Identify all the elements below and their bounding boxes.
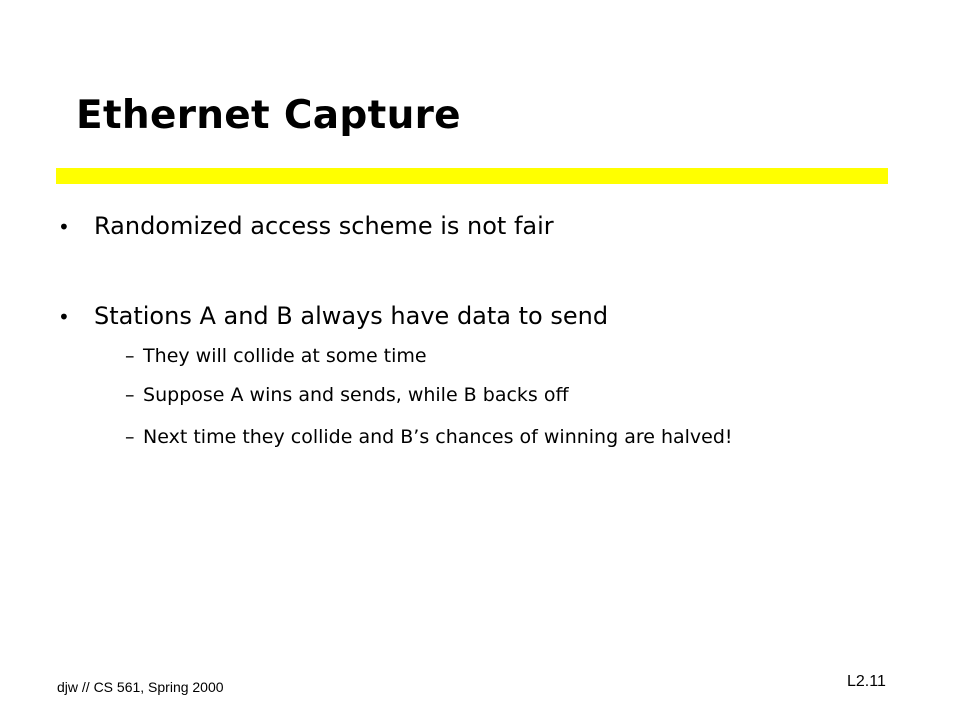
bullet-item <box>58 209 554 244</box>
slide-title: Ethernet Capture <box>76 93 461 138</box>
sub-bullet-marker: – <box>125 384 135 406</box>
bullet-text: Stations A and B always have data to send <box>94 302 609 330</box>
bullet-item <box>58 299 608 334</box>
bullet-marker: • <box>58 305 70 329</box>
sub-bullet-item <box>125 423 733 451</box>
sub-bullet-marker: – <box>125 426 135 448</box>
sub-bullet-text: They will collide at some time <box>143 345 427 367</box>
sub-bullet-item <box>125 342 427 370</box>
bullet-marker: • <box>58 215 70 239</box>
footer-page-number: L2.11 <box>847 673 886 690</box>
sub-bullet-marker: – <box>125 345 135 367</box>
sub-bullet-item <box>125 381 569 409</box>
sub-bullet-text: Next time they collide and B’s chances of winning are halved! <box>143 426 733 448</box>
bullet-text: Randomized access scheme is not fair <box>94 212 554 240</box>
sub-bullet-text: Suppose A wins and sends, while B backs off <box>143 384 569 406</box>
title-underline-bar <box>56 168 888 184</box>
footer-course-label: djw // CS 561, Spring 2000 <box>57 679 224 695</box>
